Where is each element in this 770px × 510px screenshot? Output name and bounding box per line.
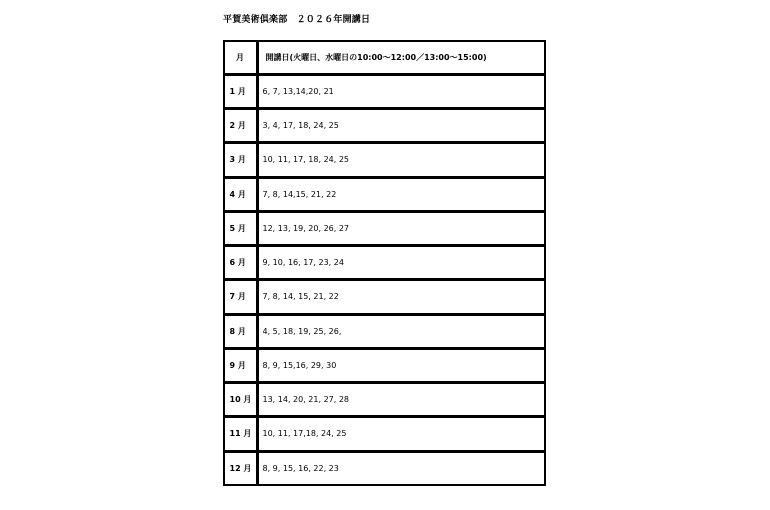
dates-cell: 13, 14, 20, 21, 27, 28 — [258, 383, 545, 416]
month-column-header: 月 — [224, 41, 257, 74]
table-row — [223, 109, 545, 143]
table-row — [223, 74, 545, 108]
month-cell: 4 月 — [224, 178, 257, 211]
table-row — [223, 177, 545, 211]
table-row — [223, 451, 545, 485]
table-row — [223, 143, 545, 177]
table-header-row — [223, 40, 545, 74]
dates-cell: 10, 11, 17,18, 24, 25 — [258, 417, 545, 450]
month-cell: 1 月 — [224, 75, 257, 108]
table-row — [223, 211, 545, 245]
dates-cell: 4, 5, 18, 19, 25, 26, — [258, 315, 545, 348]
table-row — [223, 348, 545, 382]
table-row — [223, 246, 545, 280]
month-cell: 11 月 — [224, 417, 257, 450]
table-row — [223, 280, 545, 314]
dates-cell: 6, 7, 13,14,20, 21 — [258, 75, 545, 108]
month-cell: 10 月 — [224, 383, 257, 416]
dates-cell: 7, 8, 14,15, 21, 22 — [258, 178, 545, 211]
month-cell: 5 月 — [224, 212, 257, 245]
dates-cell: 3, 4, 17, 18, 24, 25 — [258, 109, 545, 142]
schedule-table — [223, 40, 545, 485]
month-cell: 7 月 — [224, 280, 257, 313]
table-row — [223, 383, 545, 417]
month-cell: 8 月 — [224, 315, 257, 348]
month-cell: 9 月 — [224, 349, 257, 382]
dates-column-header: 開講日(火曜日、水曜日の10:00〜12:00／13:00〜15:00) — [258, 41, 545, 74]
month-cell: 2 月 — [224, 109, 257, 142]
dates-cell: 8, 9, 15, 16, 22, 23 — [258, 452, 545, 485]
table-row — [223, 417, 545, 451]
dates-cell: 10, 11, 17, 18, 24, 25 — [258, 143, 545, 176]
month-cell: 12 月 — [224, 452, 257, 485]
table-row — [223, 314, 545, 348]
dates-cell: 7, 8, 14, 15, 21, 22 — [258, 280, 545, 313]
month-cell: 3 月 — [224, 143, 257, 176]
document-title: 平賀美術倶楽部 ２０２６年開講日 — [223, 15, 371, 25]
month-cell: 6 月 — [224, 246, 257, 279]
dates-cell: 8, 9, 15,16, 29, 30 — [258, 349, 545, 382]
dates-cell: 9, 10, 16, 17, 23, 24 — [258, 246, 545, 279]
dates-cell: 12, 13, 19, 20, 26, 27 — [258, 212, 545, 245]
